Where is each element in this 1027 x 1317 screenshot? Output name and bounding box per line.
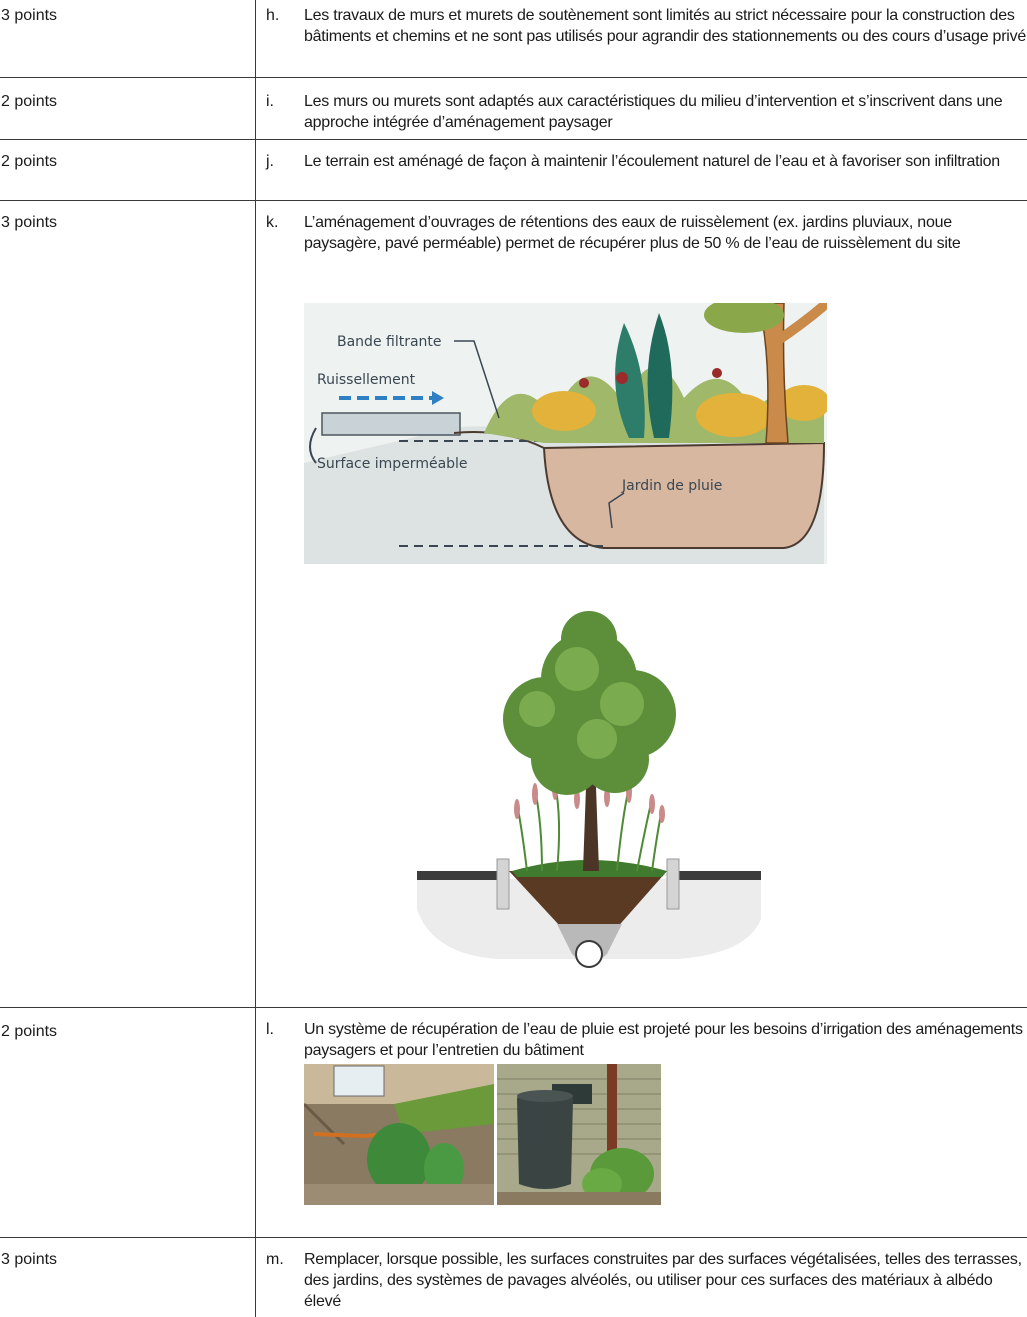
criterion-text: Un système de récupération de l’eau de pluie est projeté pour les besoins d’irrigation des aménagements paysagers et pour l’entretien du bâtiment	[304, 1021, 1023, 1059]
table-row	[0, 1238, 1027, 1317]
points-cell: 2 points	[1, 1023, 58, 1040]
impermeable-surface-label: Surface imperméable	[317, 456, 468, 472]
points-cell: 2 points	[1, 93, 58, 110]
points-cell: 3 points	[1, 214, 58, 231]
item-letter: j.	[266, 153, 274, 170]
criterion-text: Les travaux de murs et murets de soutènement sont limités au strict nécessaire pour la construction des bâtiments et chemins et ne sont pas utilisés pour agrandir des stationnements ou des cours d’usage privé	[304, 7, 1026, 45]
rain-barrel-photo	[497, 1064, 661, 1205]
item-letter: l.	[266, 1021, 274, 1038]
criterion-text: Les murs ou murets sont adaptés aux caractéristiques du milieu d’intervention et s’inscrivent dans une approche intégrée d’aménagement paysager	[304, 93, 1003, 131]
points-cell: 2 points	[1, 153, 58, 170]
rain-garden-illustration	[304, 303, 827, 564]
criterion-text: Le terrain est aménagé de façon à maintenir l’écoulement naturel de l’eau et à favoriser son infiltration	[304, 153, 1000, 170]
rain-garden-label: Jardin de pluie	[622, 478, 723, 494]
item-letter: k.	[266, 214, 279, 231]
table-row	[0, 78, 1027, 140]
bioswale-tree-illustration	[417, 609, 761, 975]
criterion-text: Remplacer, lorsque possible, les surfaces construites par des surfaces végétalisées, telles des terrasses, des jardins, des systèmes de pavages alvéolés, ou utiliser pour ces surfaces des matériaux à albédo élevé	[304, 1251, 1022, 1310]
table-row	[0, 0, 1027, 78]
underground-cistern-photo	[304, 1064, 494, 1205]
table-row	[0, 1008, 1027, 1238]
item-letter: i.	[266, 93, 274, 110]
item-letter: h.	[266, 7, 280, 24]
filter-strip-label: Bande filtrante	[337, 334, 442, 350]
item-letter: m.	[266, 1251, 284, 1268]
runoff-label: Ruissellement	[317, 372, 416, 388]
points-cell: 3 points	[1, 7, 58, 24]
points-cell: 3 points	[1, 1251, 58, 1268]
table-row	[0, 201, 1027, 1008]
table-row	[0, 140, 1027, 201]
criterion-text: L’aménagement d’ouvrages de rétentions des eaux de ruissèlement (ex. jardins pluviaux, noue paysagère, pavé perméable) permet de récupérer plus de 50 % de l’eau de ruissèlement du site	[304, 214, 961, 252]
